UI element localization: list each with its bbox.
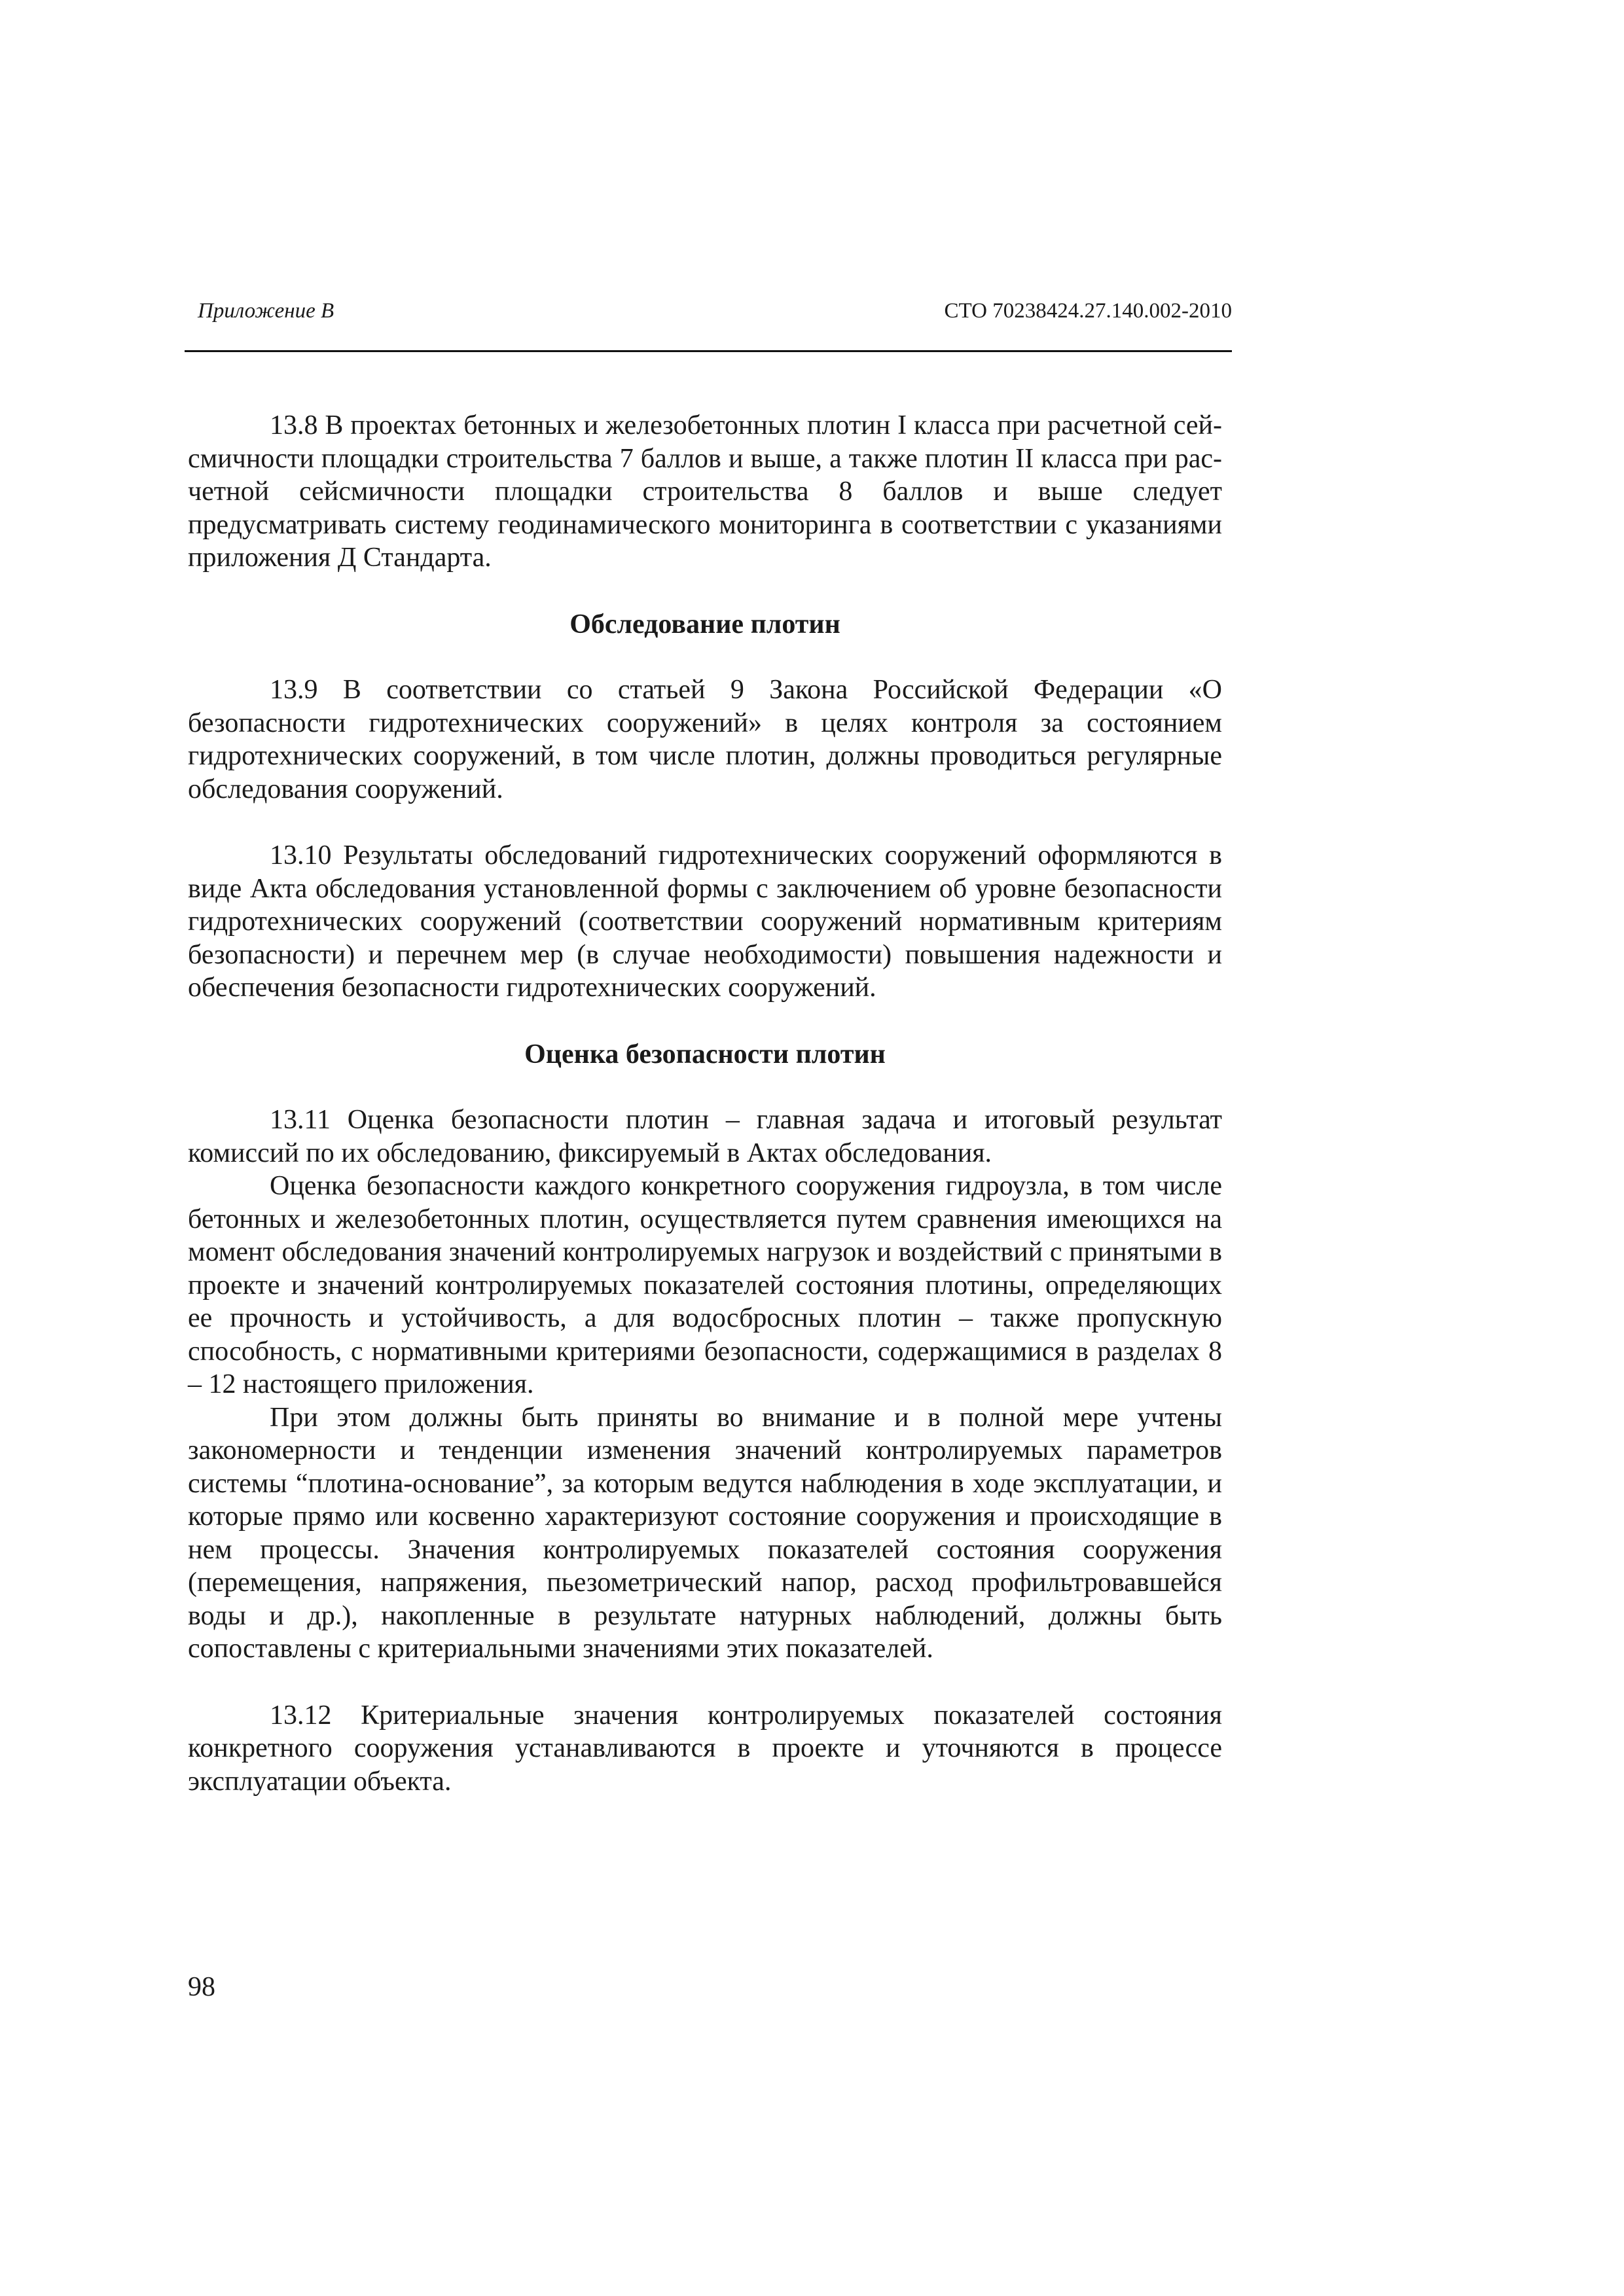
- paragraph-13-9: 13.9 В соответствии со статьей 9 Закона Российской Федерации «О безопасности гидротехнических сооружений» в целях контроля за состоянием гидротехнических сооружений, в том числе плотин, должны проводиться регулярные обследования сооружений.: [188, 675, 1222, 804]
- paragraph-13-8: 13.8 В проектах бетонных и железобетонных плотин I класса при расчетной сейсмичности площадки строительства 7 баллов и выше, а также плотин II класса при расчетной сейсмичности площадки строительства 8 баллов и выше следует предусматривать систему геодинамического мониторинга в соответствии с указаниями приложения Д Стандарта.: [188, 410, 1222, 573]
- page-header: [185, 298, 1232, 352]
- document-body: [188, 409, 1222, 1798]
- page-number: 98: [188, 1972, 215, 2002]
- standard-code: СТО 70238424.27.140.002-2010: [944, 299, 1232, 323]
- appendix-label: Приложение В: [198, 299, 334, 323]
- section-heading-inspection: Обследование плотин: [569, 609, 840, 639]
- paragraph-13-11-assessment: Оценка безопасности каждого конкретного сооружения гидроузла, в том числе бетонных и железобетонных плотин, осуществляется путем сравнения имеющихся на момент обследования значений контролируемых нагрузок и воздействий с принятыми в проекте и значений контролируемых показателей состояния плотины, определяющих ее прочность и устойчивость, а для водосбросных плотин – также пропускную способность, с нормативными критериями безопасности, содержащимися в разделах 8 – 12 настоящего приложения.: [188, 1171, 1222, 1399]
- paragraph-13-10: 13.10 Результаты обследований гидротехнических сооружений оформляются в виде Акта обследования установленной формы с заключением об уровне безопасности гидротехнических сооружений (соответствии сооружений нормативным критериям безопасности) и перечнем мер (в случае необходимости) повышения надежности и обеспечения безопасности гидротехнических сооружений.: [188, 840, 1222, 1003]
- paragraph-13-11: 13.11 Оценка безопасности плотин – главная задача и итоговый результат комиссий по их обследованию, фиксируемый в Актах обследования.: [188, 1105, 1222, 1168]
- paragraph-13-11-trends: При этом должны быть приняты во внимание и в полной мере учтены закономерности и тенденции изменения значений контролируемых параметров системы “плотина-основание”, за которым ведутся наблюдения в ходе эксплуатации, и которые прямо или косвенно характеризуют состояние сооружения и происходящие в нем процессы. Значения контролируемых показателей состояния сооружения (перемещения, напряжения, пьезометрический напор, расход профильтровавшейся воды и др.), накопленные в результате натурных наблюдений, должны быть сопоставлены с критериальными значениями этих показателей.: [188, 1402, 1222, 1664]
- paragraph-13-12: 13.12 Критериальные значения контролируемых показателей состояния конкретного сооружения устанавливаются в проекте и уточняются в процессе эксплуатации объекта.: [188, 1700, 1222, 1797]
- section-heading-safety-assessment: Оценка безопасности плотин: [524, 1039, 886, 1069]
